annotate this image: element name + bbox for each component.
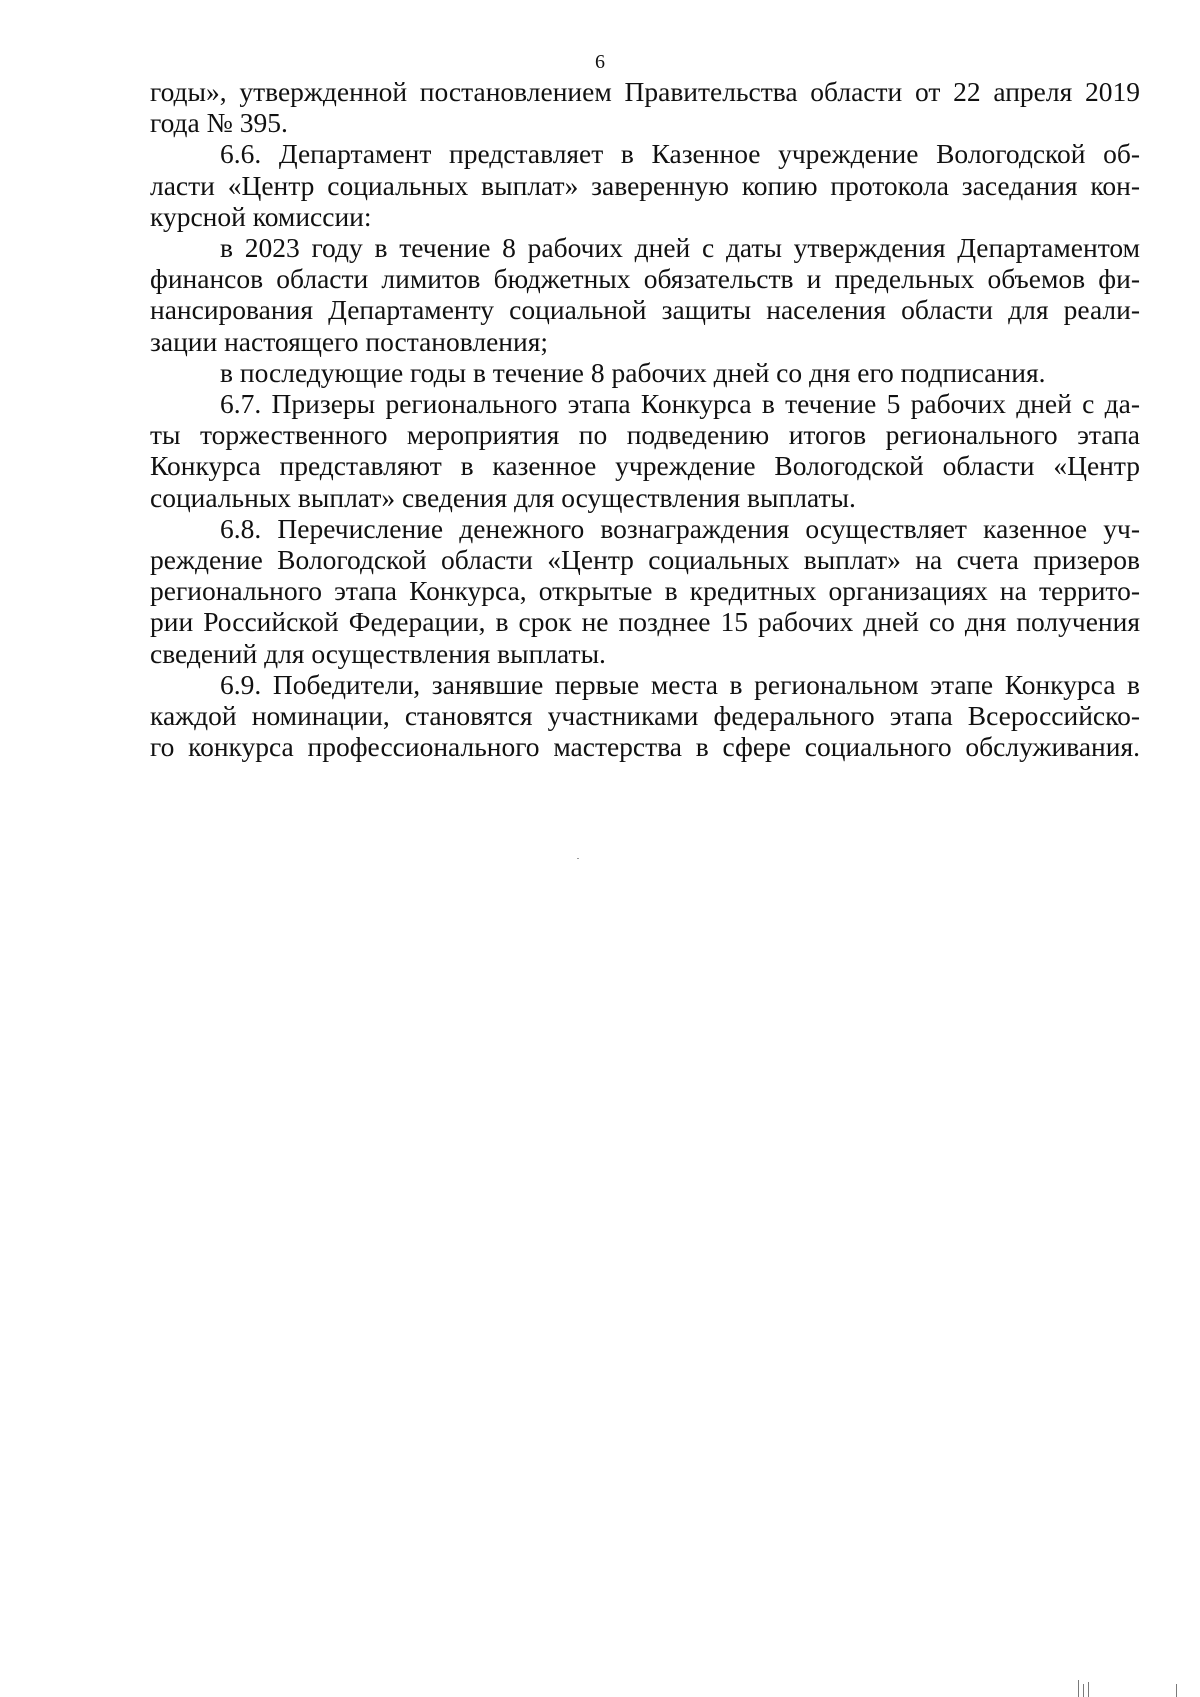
text-line: регионального этапа Конкурса, открытые в кредитных организациях на террито- [150,575,1140,607]
text-line: курсной комиссии: [150,200,372,232]
text-line: социальных выплат» сведения для осуществления выплаты. [150,481,856,513]
text-line: го конкурса профессионального мастерства в сфере социального обслуживания. [150,731,1140,763]
scan-artifact [1176,1684,1177,1697]
text-line: года № 395. [150,107,288,139]
text-line: в последующие годы в течение 8 рабочих дней со дня его подписания. [220,356,1046,388]
scan-artifact [1083,1684,1084,1697]
text-line: зации настоящего постановления; [150,325,549,357]
text-line: Конкурса представляют в казенное учреждение Вологодской области «Центр [150,450,1140,482]
text-line: ты торжественного мероприятия по подведению итогов регионального этапа [150,419,1140,451]
text-line: годы», утвержденной постановлением Правительства области от 22 апреля 2019 [150,76,1140,107]
scan-artifact [577,858,579,859]
text-line: финансов области лимитов бюджетных обязательств и предельных объемов фи- [150,263,1140,295]
scan-artifact [1078,1680,1079,1697]
text-line: 6.7. Призеры регионального этапа Конкурса в течение 5 рабочих дней с да- [220,388,1140,420]
text-line: ласти «Центр социальных выплат» заверенную копию протокола заседания кон- [150,169,1140,201]
text-line: реждение Вологодской области «Центр социальных выплат» на счета призеров [150,544,1140,576]
text-line: в 2023 году в течение 8 рабочих дней с даты утверждения Департаментом [220,232,1140,264]
page-number: 6 [595,51,605,73]
text-line: 6.8. Перечисление денежного вознаграждения осуществляет казенное уч- [220,512,1140,544]
text-line: рии Российской Федерации, в срок не позднее 15 рабочих дней со дня получения [150,606,1140,638]
text-line: 6.9. Победители, занявшие первые места в региональном этапе Конкурса в [220,668,1140,700]
text-line: 6.6. Департамент представляет в Казенное учреждение Вологодской об- [220,138,1140,170]
text-line: каждой номинации, становятся участниками федерального этапа Всероссийско- [150,700,1140,732]
document-body [150,76,1140,762]
text-line: нансирования Департаменту социальной защиты населения области для реали- [150,294,1140,326]
scan-artifact [1088,1682,1089,1697]
text-line: сведений для осуществления выплаты. [150,637,606,669]
